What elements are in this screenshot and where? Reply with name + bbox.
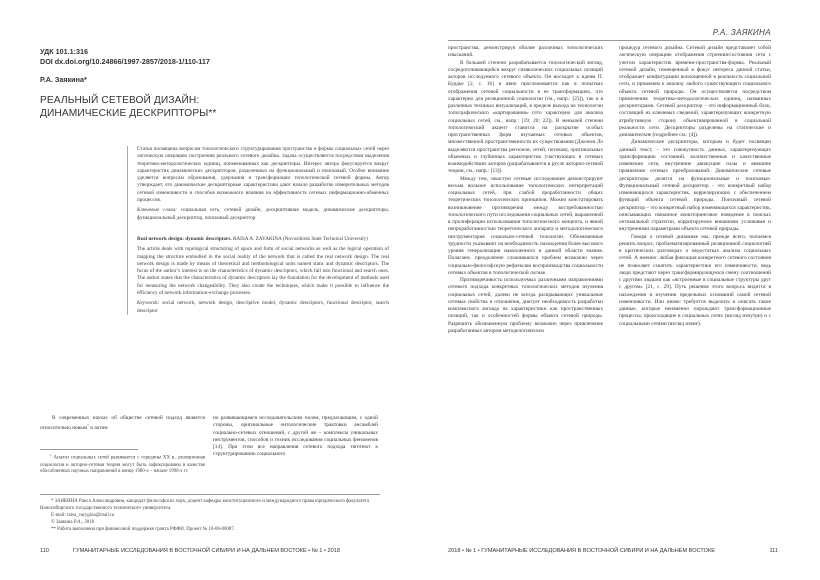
author-notes-divider — [40, 494, 380, 495]
english-title-line — [137, 236, 389, 243]
keywords-ru-text: социальная сеть, сетевой дизайн, дескриптивная модель, динамические дескрипторы, функциональный дескриптор, поисковый дескриптор — [137, 207, 389, 221]
title-line-1: РЕАЛЬНЫЙ СЕТЕВОЙ ДИЗАЙН: — [40, 95, 200, 106]
body-paragraph: но развивающимся исследовательским полем, предлагающим, с одной стороны, оригинальные онтологические трактовки ансамблей социально-сетевых отношений, с другой же – комплексы уникальных инструментов, способов и техник исследования социальных феноменов [14]. При этом все направления сетевого подхода тяготеют к структурированию социального — [213, 415, 378, 458]
abstract-block — [127, 146, 389, 315]
header-divider — [448, 40, 771, 41]
body-column-2 — [213, 415, 378, 459]
abstract-ru: Статья посвящена вопросам топологического структурирования пространства и формы социальных сетей через логическую операцию построения реального сетевого дизайна. Задача осуществляется посредством выделения теоретико-методологических единиц, поименованных как дескрипторы. Интерес автора фокусируется вокруг характеристик динамических дескрипторов, разделенных на функциональный и поисковый. Особое внимание уделяется вопросам образования, удержания и трансформации топологической сетевой формы. Автор утверждает, что динамические дескрипторные характеристики дают начало разработке измерительных методов сетевой изменчивости и способов возможного влияния на эффективность сетевых информационно-обменных процессов. — [137, 146, 389, 204]
author-affiliation: * ЗАЯКИНА Раиса Александровна, кандидат философских наук, доцент кафедры конституционного и международного права юридического факультета Новосибирского государственного технического университета. — [40, 499, 370, 511]
right-body-column-1 — [448, 45, 603, 335]
right-body-column-2 — [619, 45, 771, 328]
article-title — [40, 94, 216, 120]
grant-note: ** Работа выполнена при финансовой поддержке гранта РФФИ. Проект № 16-06-00087. — [51, 526, 235, 532]
keywords-en-label: Keywords: — [137, 300, 160, 307]
page-number-right: 111 — [769, 548, 778, 554]
body-paragraph: Между тем, зачастую сетевые исследования демонстрируют весьма вольное использование топологических интерпретаций социальных сетей, при слабой проработанности общих теоретических топологических принципов. Можно констатировать возникновение противоречия между востребованностью топологического пути исследования социальных сетей, выраженной в пролиферации использования топологического концепта, и явной непроработанностью теоретического аппарата и методологического инструментария социально-сетевой топологии. Обозначенные трудности указывают на необходимость нахождения более высокого уровня генерализации накопленного в данной области знания. Полагаем, преодоление сложившихся проблем возможно через социально-философскую рефлексию воспроизводства социальности сетевых объектов в топологической логике. — [448, 175, 603, 276]
keywords-ru — [137, 207, 389, 222]
right-page-footer — [448, 548, 778, 554]
article-author: Р.А. Заякина* — [40, 75, 87, 84]
author-notes — [40, 499, 380, 534]
title-line-2: ДИНАМИЧЕСКИЕ ДЕСКРИПТОРЫ** — [40, 108, 217, 119]
author-email[interactable]: E-mail: raisa_varygina@mail.ru — [51, 512, 115, 518]
body-paragraph: В большей степени разрабатывается топологический взгляд, сосредоточивающийся вокруг символических социальных позиций акторов исследуемого сетевого объекта. Он восходит к идеям П. Бурдье [2, с. 16] и явно прослеживается как в попытках отображения сетевой социальности в ее трансформациях, что характерно для реляционной социологии (см., напр.: [23]), так и в различных техниках визуализаций, в пределе выхода на технологии топографического «картирования» (что характерно для анализа социальных сетей, см., напр.: [19; 20; 22]). В меньшей степени топологический акцент ставится на раскрытие особых пространственных форм изучаемых сетевых объектов, множественной пространственности их существования (Джоном Ло выделяются пространства регионов, сетей, потоков), оригинальных объемных и глубинных характеристик участвующих в сетевых взаимодействиях акторов (разрабатывается в русле акторно-сетевой теории, см., напр.: [13]). — [448, 59, 603, 175]
journal-title-left: ГУМАНИТАРНЫЕ ИССЛЕДОВАНИЯ В ВОСТОЧНОЙ СИБИРИ И НА ДАЛЬНЕМ ВОСТОКЕ • № 1 • 2018 — [73, 548, 340, 554]
left-page-footer — [40, 548, 380, 554]
body-paragraph: Говоря о сетевой динамике мы, прежде всего, пытаемся решить вопрос, проблематизированный реляционной социологией в критических разговорах о недостатках анализа социальных сетей. А именно: любая фиксация конкретного сетевого состояния не позволяет схватить характеристики его изменчивости, ведь люди предстают через трансформирующуюся смену соотношений с другими людьми как «встроенные в социальные структуры друг с другом» [21, с. 29]. Путь решения этого вопроса видится в нахождении и изучении предельных оснований самой сетевой изменчивости. Или иначе: требуется выделить и описать такие данные, которые неизменно порождают трансформационные процессы, происходящие в социальных сетях (взгляд изнутри) и с социальными сетями (взгляд извне). — [619, 233, 771, 327]
footnote-divider — [40, 449, 138, 450]
abstract-en: The article deals with topological structuring of space and form of social networks as well as the logical operation of mapping the structure embodied in the social reality of the network that is called the real network design. The real network design is made by means of theoretical and methodological units named static and dynamic descriptors. The focus of the author’s interest is on the characteristics of dynamic descriptors, which fall into functional and search ones. The author states that the characteristics of dynamic descriptors lay the foundation for the development of methods used for measuring the network changeability. They also create the techniques, which make it possible to influence the efficiency of network information-exchange processes. — [137, 246, 389, 297]
footnote-1 — [40, 452, 205, 476]
footnote-mark: 1 — [50, 453, 52, 457]
journal-title-right: 2018 • № 1 • ГУМАНИТАРНЫЕ ИССЛЕДОВАНИЯ В ВОСТОЧНОЙ СИБИРИ И НА ДАЛЬНЕМ ВОСТОКЕ — [448, 548, 715, 554]
body-paragraph: процедур сетевого дизайна. Сетевой дизайн представляет собой логическую операцию отображения строения/состояния сети с учетом характеристик времени-пространства-формы. Реальный сетевой дизайн, помещенный в фокус интереса данной статьи, отображает конфигурации воплощенной в реальность социальной сети, и применим к анализу любого существующего социального объекта сетевой природы. Он осуществляется посредством привлечения теоретико-методологических единиц, названных дескрипторами. Сетевой дескриптор – это информационный блок, состоящий из ключевых сведений, характеризующих конкретную атрибутивную сторону объективированной в социальной реальности сети. Дескрипторы разделены на статические и динамические (подробнее см.: [4]). — [619, 45, 771, 138]
body-paragraph: пространства, демонстрируя обилие различных топологических изысканий. — [448, 45, 603, 59]
copyright-notice: © Заякина Р.А., 2018 — [51, 519, 95, 525]
udk-code: УДК 101.1:316 — [40, 47, 88, 56]
body-column-1 — [40, 415, 205, 432]
keywords-en-text: social network, network design, descriptive model, dynamic descriptors, functional descriptor, search descriptor — [137, 300, 389, 314]
body-text: и актив- — [88, 425, 109, 432]
keywords-en — [137, 300, 389, 315]
page-number-left: 110 — [40, 548, 49, 554]
english-title: Real network design: dynamic descriptors. — [137, 235, 232, 242]
footnote-text: Анализ социальных сетей развивается с середины XX в., реляционная социология и акторно-сетевая теория могут быть зафиксированы в качестве обособленных научных направлений в конце 1980-х – начале 1990-х гг. — [40, 455, 205, 475]
body-paragraph: Динамические дескрипторы, которым и будет посвящен данный текст, – это совокупность данных, характеризующих трансформацию состояний, количественные и качественные изменения сети, внутренние движущие силы и внешние проявления сетевых преобразований. Динамические сетевые дескрипторы делятся на функциональные и поисковые. Функциональный сетевой дескриптор – это конкретный набор изменяющихся характеристик, коррелирующих с обеспечением функций объекта сетевой природы. Поисковый сетевой дескриптор – это конкретный набор изменяющихся характеристик, описывающих связанное мониторинговое поведение в поисках оптимальной стратегии, корригируемое внешними условиями и внутренними параметрами объекта сетевой природы. — [619, 139, 771, 233]
article-identifiers — [40, 47, 210, 67]
body-text: В современных науках об обществе сетевой подход является относительно новым — [40, 415, 205, 432]
doi-link[interactable]: DOI dx.doi.org/10.24866/1997-2857/2018-1/110-117 — [40, 57, 210, 66]
keywords-ru-label: Ключевые слова: — [137, 207, 177, 214]
body-paragraph — [40, 415, 205, 432]
body-paragraph: Противоречивость используемых различными направлениями сетевого подхода конкретных топологических методов изучения социальных сетей, далеко не всегда раскрывающих уникальные сетевые свойства и отношения, диктует необходимость разработки комплексного взгляда на характеристики как пространственных позиций, так и особенностей формы объекта сетевой природы. Разрешить обозначенную проблему возможно через привлечение разработанных автором методологических — [448, 277, 603, 334]
running-head: Р.А. ЗАЯКИНА — [712, 28, 771, 37]
english-author: RAISA A. ZAYAKINA (Novosibirsk State Technical University) — [231, 235, 368, 242]
footnote-ref[interactable]: 1 — [87, 423, 89, 428]
